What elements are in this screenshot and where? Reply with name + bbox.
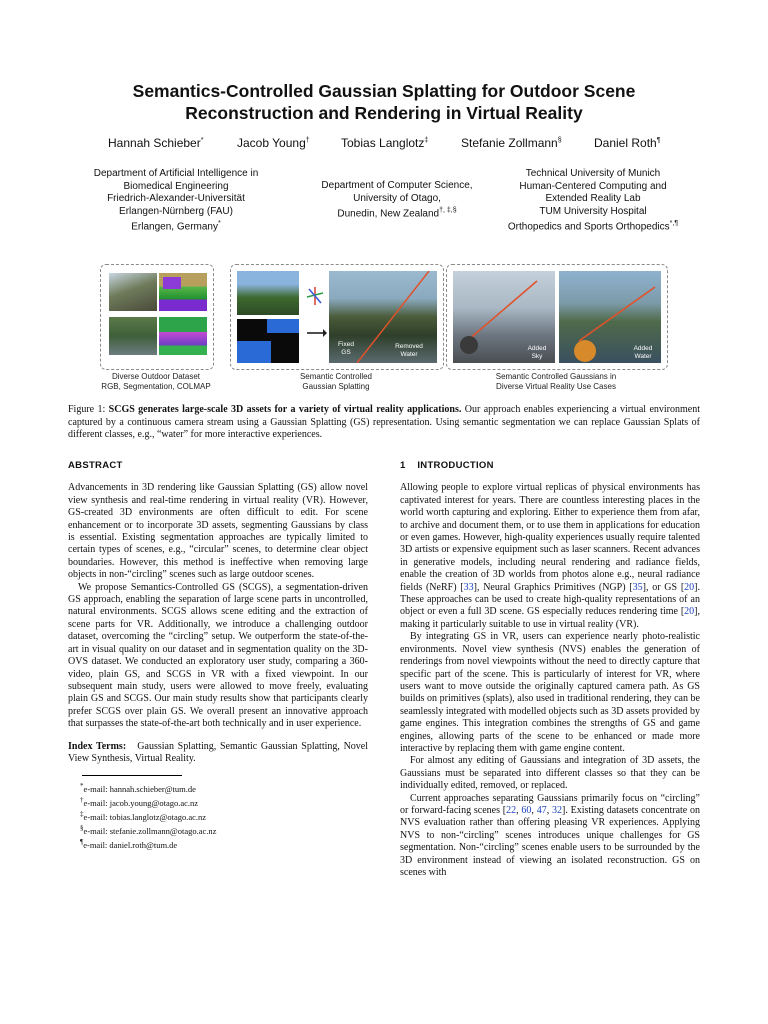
figure-panel-dataset — [100, 264, 214, 370]
abstract-paragraph: Advancements in 3D rendering like Gaussian Splatting (GS) allow novel view synthesis and real-time rendering in virtual reality (VR). However, GS-created 3D environments are often difficult to edit. For scene enhancement or to incorporate 3D assets, segmenting Gaussians by class is essential. Existing segmentation approaches are typically limited to certain types of scenes, e.g., “circular” scenes, to determine clear object boundaries. However, this method is ineffective when removing large objects in non-“circling” scenes such as large outdoor scenes. — [68, 482, 368, 581]
paper-title — [40, 80, 728, 124]
photo-river-render — [329, 271, 437, 363]
footnote-rule — [82, 775, 182, 776]
footnote: *e-mail: hannah.schieber@tum.de — [80, 782, 196, 795]
affiliation-line: Friedrich-Alexander-Universität — [107, 193, 245, 204]
intro-paragraph: Allowing people to explore virtual replicas of physical environments has captivated interest for years. There are countless interesting places in the world worth capturing and exploring. Either to experience them from afar, to archive and document them, or to use them in applications for education or even games. However, high-quality experiences usually require talented 3D artists or expensive equipment such as laser scanners. Recent advances in generative models, including neural rendering and radiance fields, enable the creation of 3D worlds from photos alone e.g., neural radiance fields (NeRF) [33], Neural Graphics Primitives (NGP) [35], or GS [20]. These approaches can be used to create high-quality representations of an object or even a full 3D scene. GS especially reduces rendering time [20], making it particularly suitable to use in virtual reality (VR). — [400, 482, 700, 630]
author: Stefanie Zollmann§ — [461, 136, 562, 150]
title-line-1: Semantics-Controlled Gaussian Splatting for Outdoor Scene — [132, 81, 636, 101]
author: Jacob Young† — [237, 136, 310, 150]
affiliation-line: Dunedin, New Zealand†, ‡,§ — [337, 207, 457, 220]
citation-link[interactable]: 33 — [463, 581, 474, 593]
figure-panel-vr — [446, 264, 668, 370]
footnote: †e-mail: jacob.young@otago.ac.nz — [80, 796, 199, 808]
overlay-removed-water: Removed Water — [395, 343, 423, 358]
abstract-paragraph: We propose Semantics-Controlled GS (SCGS), a segmentation-driven GS approach, enabling the separation of large scene parts in uncontrolled, natural environments. SCGS allows scene editing and the extraction of scene parts for VR. Additionally, we introduce a challenging outdoor dataset, overcoming the “circling” setup. We outperform the state-of-the-art in visual quality on our dataset and in segmentation quality on the 3D-OVS dataset. We conducted an exploratory user study, comparing a 360-video, plain GS, and SCGS in VR with a fixed viewpoint. In our subsequent main study, users were allowed to move freely, evaluating plain GS and SCGS. Our main study results show that participants clearly prefer SCGS over plain GS. We overall present an innovative approach that surpasses the state-of-the-art both technically and in user experience. — [68, 581, 368, 730]
photo-forest-segmentation — [159, 317, 207, 355]
citation-link[interactable]: 32 — [551, 804, 562, 816]
caption-text: Our approach enables experiencing a virtual environment captured by a continuous camera stream using a Gaussian Splatting (GS) representation. Using semantic segmentation we can replace Gaussian Splats of different classes, e.g., “water” for more interactive experiences. — [68, 404, 700, 440]
right-column — [400, 460, 700, 879]
intro-paragraph: For almost any editing of Gaussians and integration of 3D assets, the Gaussians must be separated into different classes so that they can be individually edited, removed, or replaced. — [400, 755, 700, 792]
photo-trees — [237, 271, 299, 315]
index-terms: Index Terms: Gaussian Splatting, Semantic Gaussian Splatting, Novel View Synthesis, Virtual Reality. — [68, 740, 369, 764]
affiliation-otago — [306, 180, 488, 221]
teaser-figure — [100, 264, 666, 396]
photo-mask — [237, 319, 299, 363]
citation-link[interactable]: 20 — [684, 581, 695, 593]
photo-forest-rgb — [109, 317, 157, 355]
affiliation-line: Biomedical Engineering — [123, 180, 229, 192]
caption-bold: SCGS generates large-scale 3D assets for a variety of virtual reality applications. — [108, 404, 462, 415]
author: Daniel Roth¶ — [594, 136, 661, 150]
intro-paragraph: Current approaches separating Gaussians primarily focus on “circling” or forward-facing scenes [22, 60, 47, 32]. Existing datasets concentrate on NVS evaluation rather than offering pleasing VR experiences. Applying NVS to non-“circling” scenes introduces unique challenges for GS segmentation. Non-“circling” scenes enable users to be surrounded by the 3D environment instead of viewing an isolated reconstruction. GS on scenes with — [400, 792, 701, 878]
affiliation-line: TUM University Hospital — [539, 205, 647, 217]
introduction-heading: 1 INTRODUCTION — [400, 460, 494, 471]
caption-label: Figure 1: — [68, 404, 106, 415]
citation-link[interactable]: 22 — [506, 804, 517, 816]
affiliation-line: Orthopedics and Sports Orthopedics*,¶ — [507, 220, 679, 233]
author-list — [0, 136, 768, 152]
citation-link[interactable]: 35 — [632, 581, 643, 593]
title-line-2: Reconstruction and Rendering in Virtual Reality — [185, 103, 583, 123]
affiliation-line: Technical University of Munich — [525, 168, 661, 179]
affiliation-line: Human-Centered Computing and — [519, 180, 667, 192]
figure-caption-dataset: Diverse Outdoor Dataset RGB, Segmentation, COLMAP — [101, 372, 211, 391]
citation-link[interactable]: 60 — [521, 804, 532, 816]
affiliation-line: Erlangen-Nürnberg (FAU) — [119, 205, 233, 217]
left-column — [68, 460, 368, 850]
affiliation-tum — [496, 168, 690, 234]
affiliation-line: Department of Computer Science, — [321, 180, 473, 191]
affiliation-line: University of Otago, — [353, 192, 441, 204]
abstract-heading: ABSTRACT — [68, 460, 123, 471]
figure-caption-scgs: Semantic Controlled Gaussian Splatting — [299, 372, 373, 391]
photo-segmentation — [159, 273, 207, 311]
figure-caption-vr: Semantic Controlled Gaussians in Diverse Virtual Reality Use Cases — [495, 372, 617, 391]
citation-link[interactable]: 20 — [684, 606, 695, 618]
affiliation-line: Extended Reality Lab — [545, 193, 641, 204]
affiliation-line: Erlangen, Germany* — [131, 220, 221, 233]
citation-link[interactable]: 47 — [536, 804, 547, 816]
affiliation-line: Department of Artificial Intelligence in — [93, 168, 259, 179]
photo-vr-street — [453, 271, 555, 363]
overlay-fixed-gs: Fixed GS — [338, 341, 354, 356]
overlay-added-sky: Added Sky — [527, 345, 547, 360]
photo-river-rgb — [109, 273, 157, 311]
figure-caption — [68, 404, 700, 442]
author: Hannah Schieber* — [108, 136, 204, 150]
footnote: ¶e-mail: daniel.roth@tum.de — [80, 837, 178, 850]
author: Tobias Langlotz‡ — [341, 136, 429, 150]
footnote: §e-mail: stefanie.zollmann@otago.ac.nz — [80, 823, 217, 836]
overlay-added-water: Added Water — [633, 345, 653, 360]
photo-vr-kayak — [559, 271, 661, 363]
affiliation-fau — [86, 168, 266, 234]
footnote: ‡e-mail: tobias.langlotz@otago.ac.nz — [80, 810, 207, 822]
gaussian-arrows-icon — [303, 283, 327, 353]
figure-panel-scgs — [230, 264, 444, 370]
intro-paragraph: By integrating GS in VR, users can experience nearly photo-realistic environments. Novel view synthesis (NVS) enables the generation of renderings from novel viewpoints without the need to directly capture that specific part of the scene. This is particularly of interest for VR, where users want to move outside the originally captured camera path. As GS builds on primitives (splats), also used in traditional rendering, they can be seamlessly integrated with modelled objects such as 3D assets provided by game engines. This integration combines the strengths of GS and game engines, allowing parts of the scene to be enhanced or made more interactive by replacing them with game engine content. — [400, 631, 700, 754]
